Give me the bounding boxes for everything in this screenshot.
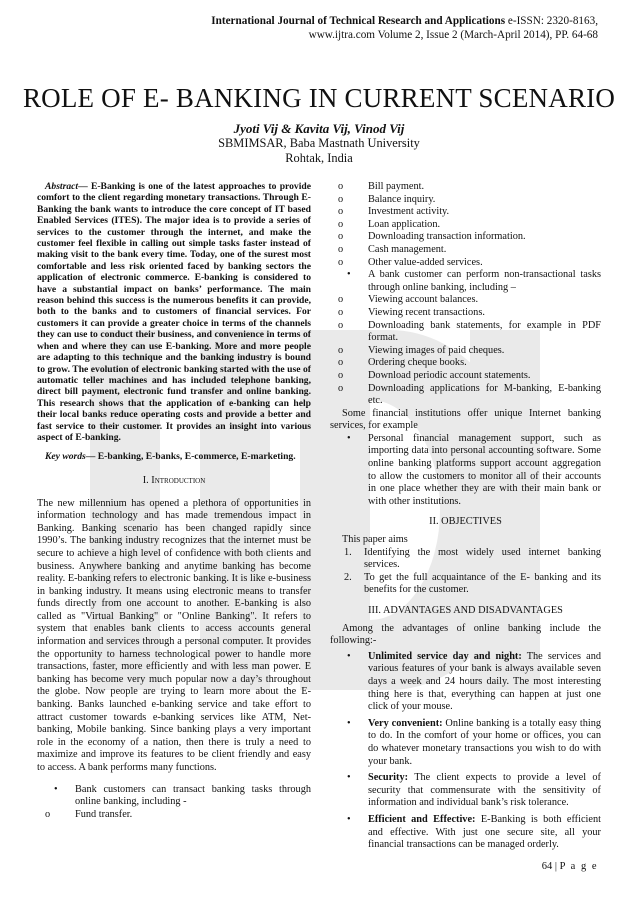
list-item: o Downloading bank statements, for example in PDF format.	[338, 319, 601, 344]
keywords	[37, 451, 311, 464]
author-block	[0, 121, 638, 166]
intro-paragraph: The new millennium has opened a plethora of opportunities in information technology and has made tremendous impact in Banking. Banking scenario has been changed rapidly since 1990’s. The banking industry recognizes that the internet must be secure to achieve a high level of confidence with both clients and business. Anywhere banking and anytime banking has become reality. E-banking refers to electronic banking. It is like e-business in banking industry. It means using electronic means to transfer funds directly from one account to another. E-banking is also called as "Virtual Banking" or "Online Banking". It refers to system that enables bank clients to access accounts general information and services through a personal computer. It provides the opportunity to harness technological power to handle more transactions, faster, more efficiently and with less man power. E banking has become very much popular now a day’s throughout the globe. Now people are trying to learn more about the E-banking. Banks launched e-banking service and take effort to attract customer towards e-banking services like ATM, Net-banking, Mobile banking. Since banking plays a very important role in the economy of a nation, then there is truly a need to maximize and improve its features to be client friendly and easy to access. A bank performs many functions.	[37, 497, 311, 773]
abstract-label: Abstract	[45, 181, 79, 192]
list-item: o Viewing images of paid cheques.	[338, 344, 505, 356]
list-item: o Download periodic account statements.	[338, 369, 531, 381]
intro-heading: I. Introduction	[142, 474, 206, 486]
keywords-text: — E-banking, E-banks, E-commerce, E-marketing.	[85, 451, 296, 463]
objectives-heading: II. OBJECTIVES	[429, 516, 502, 528]
author-affiliation: SBMIMSAR, Baba Mastnath University	[218, 136, 420, 150]
page-footer: 64 | P a g e	[541, 861, 598, 872]
list-item: o Other value-added services.	[338, 256, 483, 268]
list-item: • Personal financial management support, such as importing data into personal accounting software. Some online banking platforms support account aggregation to allow the customers to monitor all of their accounts in one place whether they are with their main bank or with other institutions.	[347, 432, 601, 507]
author-city: Rohtak, India	[285, 151, 353, 165]
author-names: Jyoti Vij & Kavita Vij, Vinod Vij	[233, 121, 405, 136]
list-item: o Viewing recent transactions.	[338, 306, 485, 318]
list-item: o Investment activity.	[338, 206, 450, 218]
journal-volume: www.ijtra.com Volume 2, Issue 2 (March-April 2014), PP. 64-68	[308, 29, 598, 41]
keywords-label: Key words	[45, 451, 86, 463]
page-number: 64	[541, 861, 553, 872]
list-item: 1. Identifying the most widely used internet banking services.	[344, 546, 601, 571]
list-item: • Efficient and Effective: E-Banking is both efficient and effective. With just one secure site, all your financial transactions can be managed orderly.	[347, 813, 601, 851]
abstract-text: — E-Banking is one of the latest approaches to provide comfort to the client regarding monetary transactions. Through E-Banking the bank wants to introduce the core concept of IT based Enabled Services (ITES). The major idea is to provide a series of services to the customer through the internet, and make the customer feel flexible in calling out simple tasks faster instead of making visit to the bank every time. Today, one of the surest most comfortable and less risk oriented faced by banking sectors the application of electronic commerce. E-banking is considered to have a substantial impact on banks’ performance. The main reason behind this success is the numerous benefits it can provide, both to the banks and to customers of financial services. For customers it can provide a greater choice in terms of the channels they can use to conduct their business, and convenience in terms of when and where they can use E-banking. More and more people are adapting to this technique and the banking industry is bound to grow. The evolution of electronic banking started with the use of automatic teller machines and has included telephone banking, direct bill payment, electronic fund transfer and online banking. This research shows that the application of e-banking can help their local banks reduce operating costs and provide a better and fast service to their customer. It provides an insight into various aspect of E-banking.	[37, 181, 311, 443]
list-item: o Downloading transaction information.	[338, 231, 526, 243]
list-item: o Bill payment.	[338, 181, 425, 192]
right-column	[330, 181, 601, 856]
financial-paragraph: Some financial institutions offer unique Internet banking services, for example	[330, 407, 601, 432]
journal-name: International Journal of Technical Research and Applications	[211, 15, 506, 27]
list-item: • Bank customers can transact banking tasks through online banking, including -	[54, 783, 311, 808]
list-item: o Cash management.	[338, 243, 447, 255]
advantages-heading: III. ADVANTAGES AND DISADVANTAGES	[368, 605, 563, 616]
left-column	[37, 181, 311, 821]
list-item: 2. To get the full acquaintance of the E- banking and its benefits for the customer.	[344, 571, 601, 596]
paper-title: ROLE OF E- BANKING IN CURRENT SCENARIO	[22, 83, 616, 113]
objectives-intro: This paper aims	[342, 534, 408, 546]
list-item: o Loan application.	[338, 218, 441, 230]
journal-issn: e-ISSN: 2320-8163,	[507, 15, 598, 27]
list-item: • A bank customer can perform non-transactional tasks through online banking, including –	[347, 269, 601, 293]
list-item: o Viewing account balances.	[338, 294, 479, 306]
list-item: o Ordering cheque books.	[338, 357, 467, 369]
journal-header	[38, 14, 598, 42]
list-item: • Very convenient: Online banking is a totally easy thing to do. In the comfort of your home or offices, you can do whatever monetary transactions you wish to do with your bank.	[347, 717, 602, 767]
page-label: P a g e	[559, 861, 598, 872]
abstract	[37, 181, 311, 443]
advantages-intro: Among the advantages of online banking include the following:-	[330, 622, 601, 647]
list-item: o Downloading applications for M-banking, E-banking etc.	[338, 382, 601, 407]
list-item: • Unlimited service day and night: The services and various features of your bank is always available seven days a week and 24 hours daily. The most interesting thing here is that, everything can happen at just one click of your mouse.	[347, 650, 601, 713]
list-item: o Balance inquiry.	[338, 193, 436, 205]
list-item: o Fund transfer.	[45, 808, 133, 820]
list-item: • Security: The client expects to provide a level of security that commensurate with the sensitivity of information and individual bank’s risk tolerance.	[347, 772, 601, 809]
